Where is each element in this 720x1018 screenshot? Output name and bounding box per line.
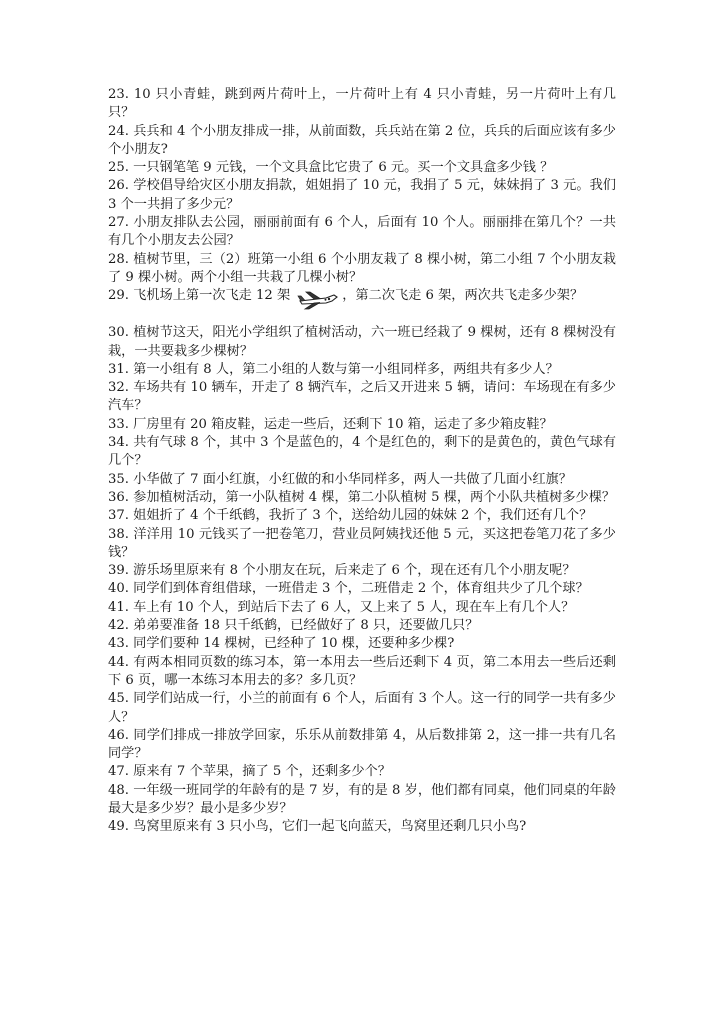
question-26: 26. 学校倡导给灾区小朋友捐款，姐姐捐了 10 元，我捐了 5 元，妹妹捐了 3 元。我们 3 个一共捐了多少元？ [108, 178, 616, 212]
question-44: 44. 有两本相同页数的练习本，第一本用去一些后还剩下 4 页，第二本用去一些后还剩下 6 页，哪一本练习本用去的多？多几页？ [108, 654, 616, 688]
question-33: 33. 厂房里有 20 箱皮鞋，运走一些后，还剩下 10 箱，运走了多少箱皮鞋？ [108, 416, 553, 432]
question-46: 46. 同学们排成一排放学回家，乐乐从前数排第 4，从后数排第 2，这一排一共有几名同学？ [108, 727, 616, 762]
question-37: 37. 姐姐折了 4 个千纸鹤，我折了 3 个，送给幼儿园的妹妹 2 个，我们还有几个？ [108, 508, 593, 524]
question-39: 39. 游乐场里原来有 8 个小朋友在玩，后来走了 6 个，现在还有几个小朋友呢？ [108, 563, 576, 579]
question-28: 28. 植树节里，三（2）班第一小组 6 个小朋友栽了 8 棵小树，第二小组 7 个小朋友栽了 9 棵小树。两个小组一共栽了几棵小树？ [108, 251, 616, 285]
question-43: 43. 同学们要种 14 棵树，已经种了 10 棵，还要种多少棵? [108, 636, 455, 652]
question-31: 31. 第一小组有 8 人，第二小组的人数与第一小组同样多，两组共有多少人？ [108, 361, 559, 377]
question-41: 41. 车上有 10 个人，到站后下去了 6 人，又上来了 5 人，现在车上有几个人？ [108, 599, 575, 615]
question-47: 47. 原来有 7 个苹果，摘了 5 个，还剩多少个？ [108, 764, 391, 780]
question-32: 32. 车场共有 10 辆车，开走了 8 辆汽车，之后又开进来 5 辆，请问：车场现在有多少汽车？ [108, 380, 616, 414]
question-45: 45. 同学们站成一行，小兰的前面有 6 个人，后面有 3 个人。这一行的同学一共有多少人？ [108, 691, 616, 725]
question-38: 38. 洋洋用 10 元钱买了一把卷笔刀，营业员阿姨找还他 5 元，买这把卷笔刀花了多少钱？ [108, 526, 616, 560]
question-48: 48. 一年级一班同学的年龄有的是 7 岁，有的是 8 岁，他们都有同桌，他们同桌的年龄最大是多少岁？最小是多少岁？ [108, 782, 616, 816]
question-36: 36. 参加植树活动，第一小队植树 4 棵，第二小队植树 5 棵，两个小队共植树多少棵？ [108, 489, 616, 505]
question-27: 27. 小朋友排队去公园，丽丽前面有 6 个人，后面有 10 个人。丽丽排在第几个？一共有几个小朋友去公园？ [108, 215, 616, 249]
question-29-text-after: ，第二次飞走 6 架，两次共飞走多少架？ [342, 288, 584, 304]
question-49: 49. 鸟窝里原来有 3 只小鸟，它们一起飞向蓝天，鸟窝里还剩几只小鸟? [108, 819, 527, 835]
question-30: 30. 植树节这天，阳光小学组织了植树活动，六一班已经栽了 9 棵树，还有 8 棵树没有栽，一共要栽多少棵树？ [108, 325, 616, 359]
question-35: 35. 小华做了 7 面小红旗，小红做的和小华同样多，两人一共做了几面小红旗？ [108, 471, 572, 487]
question-24: 24. 兵兵和 4 个小朋友排成一排，从前面数，兵兵站在第 2 位，兵兵的后面应该有多少个小朋友? [108, 123, 616, 157]
question-34: 34. 共有气球 8 个，其中 3 个是蓝色的，4 个是红色的，剩下的是黄色的，黄色气球有几个？ [108, 435, 616, 469]
worksheet [108, 86, 616, 837]
question-40: 40. 同学们到体育组借球，一班借走 3 个，二班借走 2 个，体育组共少了几个球？ [108, 581, 589, 597]
airplane-icon [296, 289, 340, 311]
question-29-text-before: 29. 飞机场上第一次飞走 12 架 [108, 288, 291, 304]
question-25: 25. 一只钢笔笔 9 元钱，一个文具盒比它贵了 6 元。买一个文具盒多少钱 ？ [108, 160, 554, 176]
question-23: 23. 10 只小青蛙，跳到两片荷叶上，一片荷叶上有 4 只小青蛙，另一片荷叶上有几只？ [108, 87, 616, 121]
question-29 [108, 287, 616, 324]
question-42: 42. 弟弟要准备 18 只千纸鹤，已经做好了 8 只，还要做几只？ [108, 618, 479, 634]
